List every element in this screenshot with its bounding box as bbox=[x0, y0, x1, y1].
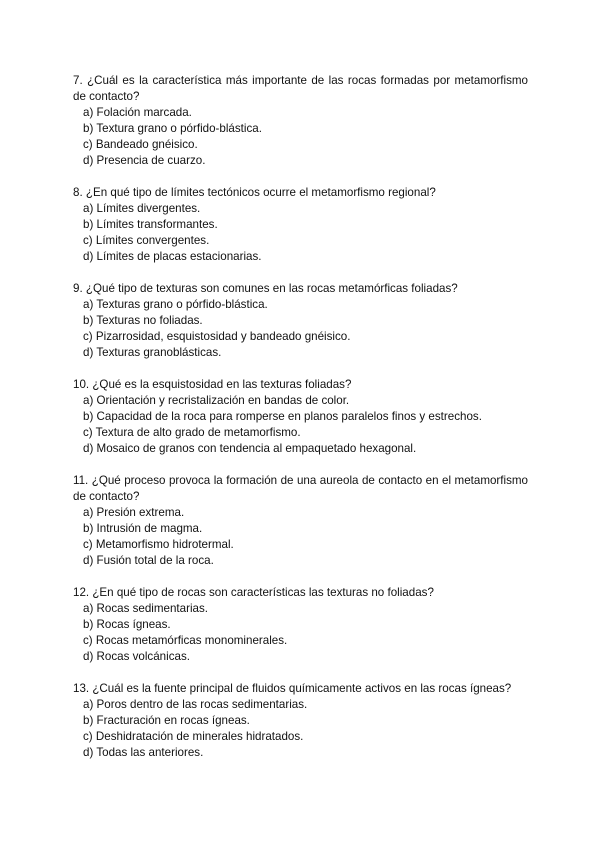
answer-options bbox=[73, 201, 528, 265]
option-b: b) Intrusión de magma. bbox=[83, 522, 203, 535]
question-text: 8. ¿En qué tipo de límites tectónicos ocurre el metamorfismo regional? bbox=[73, 186, 436, 199]
question-7 bbox=[73, 73, 528, 169]
option-d: d) Límites de placas estacionarias. bbox=[83, 250, 262, 263]
answer-options bbox=[73, 697, 528, 761]
question-text: 9. ¿Qué tipo de texturas son comunes en las rocas metamórficas foliadas? bbox=[73, 282, 458, 295]
question-10 bbox=[73, 377, 528, 457]
answer-options bbox=[73, 505, 528, 569]
option-d: d) Todas las anteriores. bbox=[83, 746, 204, 759]
option-d: d) Presencia de cuarzo. bbox=[83, 154, 206, 167]
question-text: 7. ¿Cuál es la característica más importante de las rocas formadas por metamorfismo de contacto? bbox=[73, 74, 528, 103]
document-page bbox=[73, 73, 528, 777]
option-d: d) Rocas volcánicas. bbox=[83, 650, 190, 663]
option-a: a) Orientación y recristalización en bandas de color. bbox=[83, 394, 350, 407]
question-text: 13. ¿Cuál es la fuente principal de fluidos químicamente activos en las rocas ígneas? bbox=[73, 682, 512, 695]
option-b: b) Rocas ígneas. bbox=[83, 618, 171, 631]
option-d: d) Fusión total de la roca. bbox=[83, 554, 214, 567]
option-b: b) Límites transformantes. bbox=[83, 218, 218, 231]
answer-options bbox=[73, 393, 528, 457]
option-c: c) Deshidratación de minerales hidratados. bbox=[83, 730, 304, 743]
option-c: c) Pizarrosidad, esquistosidad y bandeado gnéisico. bbox=[83, 330, 351, 343]
answer-options bbox=[73, 601, 528, 665]
answer-options bbox=[73, 297, 528, 361]
option-a: a) Presión extrema. bbox=[83, 506, 185, 519]
option-b: b) Texturas no foliadas. bbox=[83, 314, 203, 327]
option-b: b) Capacidad de la roca para romperse en planos paralelos finos y estrechos. bbox=[83, 410, 482, 423]
option-d: d) Mosaico de granos con tendencia al empaquetado hexagonal. bbox=[83, 442, 417, 455]
question-text: 12. ¿En qué tipo de rocas son características las texturas no foliadas? bbox=[73, 586, 434, 599]
option-a: a) Folación marcada. bbox=[83, 106, 192, 119]
option-d: d) Texturas granoblásticas. bbox=[83, 346, 222, 359]
question-text: 11. ¿Qué proceso provoca la formación de una aureola de contacto en el metamorfismo de contacto? bbox=[73, 474, 528, 503]
option-a: a) Rocas sedimentarias. bbox=[83, 602, 209, 615]
option-c: c) Bandeado gnéisico. bbox=[83, 138, 198, 151]
option-b: b) Fracturación en rocas ígneas. bbox=[83, 714, 250, 727]
question-13 bbox=[73, 681, 528, 761]
option-a: a) Límites divergentes. bbox=[83, 202, 201, 215]
option-a: a) Poros dentro de las rocas sedimentarias. bbox=[83, 698, 308, 711]
option-b: b) Textura grano o pórfido-blástica. bbox=[83, 122, 262, 135]
option-c: c) Rocas metamórficas monominerales. bbox=[83, 634, 288, 647]
answer-options bbox=[73, 105, 528, 169]
question-12 bbox=[73, 585, 528, 665]
option-c: c) Textura de alto grado de metamorfismo. bbox=[83, 426, 301, 439]
question-9 bbox=[73, 281, 528, 361]
option-c: c) Metamorfismo hidrotermal. bbox=[83, 538, 234, 551]
question-11 bbox=[73, 473, 528, 569]
question-8 bbox=[73, 185, 528, 265]
option-a: a) Texturas grano o pórfido-blástica. bbox=[83, 298, 268, 311]
option-c: c) Límites convergentes. bbox=[83, 234, 210, 247]
question-text: 10. ¿Qué es la esquistosidad en las texturas foliadas? bbox=[73, 378, 352, 391]
